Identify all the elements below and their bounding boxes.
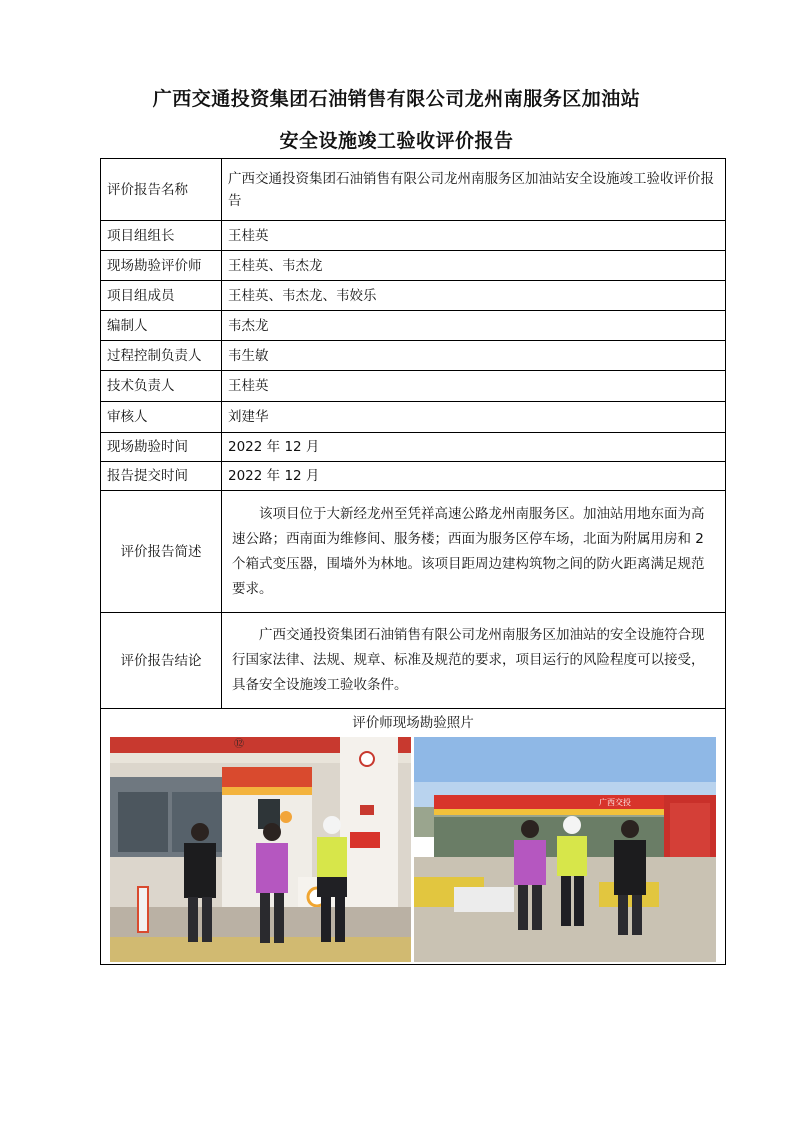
row-label: 项目组组长: [101, 221, 222, 251]
pump-number: ⑫: [234, 739, 244, 750]
table-row: [101, 491, 726, 613]
conclusion-label: 评价报告结论: [101, 613, 222, 709]
table-row: [101, 159, 726, 221]
conclusion-cell: [222, 613, 726, 709]
row-value: 韦杰龙: [222, 311, 726, 341]
row-label: 评价报告名称: [101, 159, 222, 221]
brand-sign: 广西交投: [599, 798, 631, 807]
summary-text: 该项目位于大新经龙州至凭祥高速公路龙州南服务区。加油站用地东面为高速公路；西南面为维修间、服务楼；西面为服务区停车场，北面为附属用房和 2 个箱式变压器，围墙外为林地。该项目距周边建构筑物之间的防火距离满足规范要求。: [232, 505, 705, 597]
row-value: 2022 年 12 月: [222, 462, 726, 491]
report-info-table: [100, 158, 726, 965]
table-row: [101, 311, 726, 341]
table-row: [101, 462, 726, 491]
table-row: [101, 221, 726, 251]
table-row: [101, 341, 726, 371]
row-value: 王桂英: [222, 371, 726, 402]
row-value: 王桂英、韦杰龙: [222, 251, 726, 281]
row-label: 现场勘验评价师: [101, 251, 222, 281]
report-title-line2: 安全设施竣工验收评价报告: [279, 130, 514, 152]
table-row: [101, 613, 726, 709]
site-photo-tank-area: [414, 737, 716, 962]
row-label: 报告提交时间: [101, 462, 222, 491]
photos-row: [101, 709, 726, 965]
photos-title: 评价师现场勘验照片: [352, 715, 474, 731]
row-label: 现场勘验时间: [101, 433, 222, 462]
row-value: 王桂英、韦杰龙、韦姣乐: [222, 281, 726, 311]
table-row: [101, 433, 726, 462]
row-value: 广西交通投资集团石油销售有限公司龙州南服务区加油站安全设施竣工验收评价报告: [222, 159, 726, 221]
row-value: 王桂英: [222, 221, 726, 251]
row-label: 编制人: [101, 311, 222, 341]
summary-label: 评价报告简述: [101, 491, 222, 613]
row-label: 审核人: [101, 402, 222, 433]
site-photo-fuel-dispenser: [110, 737, 411, 962]
row-label: 项目组成员: [101, 281, 222, 311]
row-value: 刘建华: [222, 402, 726, 433]
report-title-line1: 广西交通投资集团石油销售有限公司龙州南服务区加油站: [152, 88, 641, 110]
row-label: 技术负责人: [101, 371, 222, 402]
summary-cell: [222, 491, 726, 613]
table-row: [101, 402, 726, 433]
table-row: [101, 281, 726, 311]
photos-cell: [101, 709, 726, 965]
conclusion-text: 广西交通投资集团石油销售有限公司龙州南服务区加油站的安全设施符合现行国家法律、法规、规章、标准及规范的要求，项目运行的风险程度可以接受，具备安全设施竣工验收条件。: [232, 627, 705, 693]
row-label: 过程控制负责人: [101, 341, 222, 371]
row-value: 2022 年 12 月: [222, 433, 726, 462]
table-row: [101, 371, 726, 402]
table-row: [101, 251, 726, 281]
row-value: 韦生敏: [222, 341, 726, 371]
